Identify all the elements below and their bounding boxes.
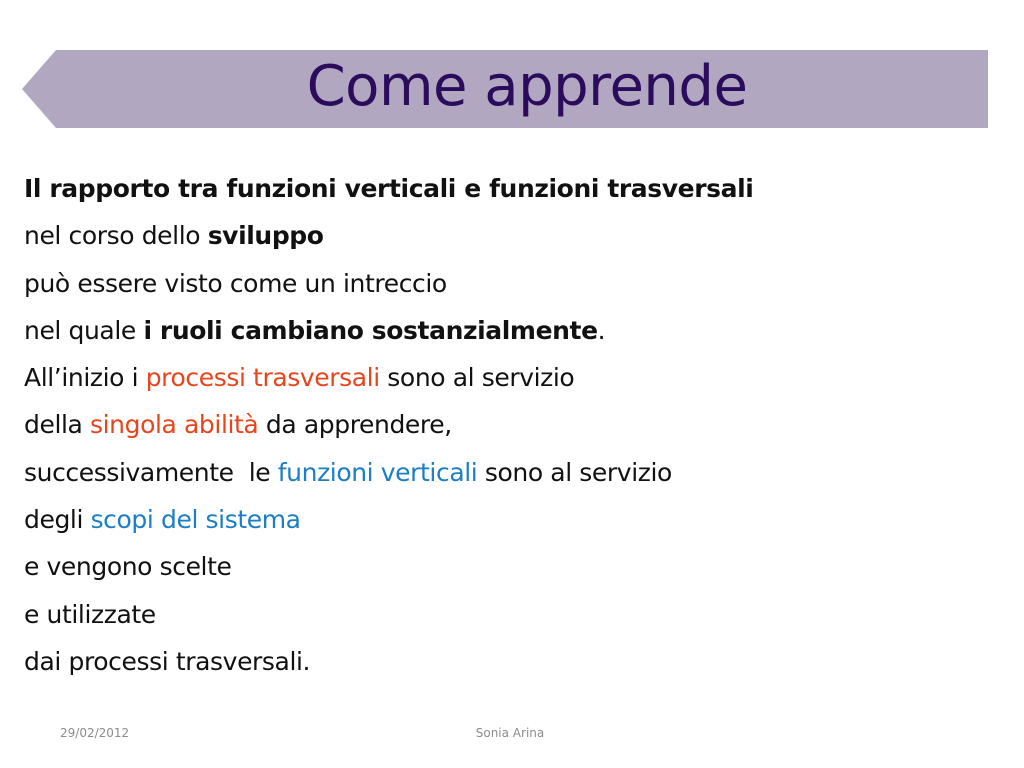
- body-line-9: [24, 543, 1004, 590]
- slide-title: Come apprende: [306, 54, 748, 119]
- body-line-3: [24, 260, 1004, 307]
- body-line-8-highlight: scopi del sistema: [90, 505, 301, 535]
- body-line-7: [24, 449, 1004, 496]
- footer-author: Sonia Arina: [475, 726, 545, 740]
- body-line-10-text: e utilizzate: [24, 599, 156, 629]
- body-line-8-text: degli: [24, 505, 91, 535]
- body-line-11-text: dai processi trasversali.: [24, 646, 311, 676]
- body-line-8: [24, 496, 1004, 543]
- body-line-7-highlight: funzioni verticali: [277, 457, 478, 487]
- body-line-1-bold: Il rapporto tra funzioni verticali e funzioni trasversali: [24, 174, 754, 203]
- body-line-5: [24, 354, 1004, 401]
- body-line-6-end: da apprendere,: [258, 410, 452, 440]
- body-line-5-highlight: processi trasversali: [145, 363, 380, 393]
- body-line-6-text: della: [24, 410, 91, 440]
- body-line-7-end: sono al servizio: [477, 457, 672, 487]
- body-line-1: [24, 165, 1004, 212]
- body-line-4: [24, 307, 1004, 354]
- body-line-5-text: All’inizio i: [24, 363, 146, 393]
- body-line-2-text: nel corso dello: [24, 221, 208, 251]
- body-line-2: [24, 212, 1004, 259]
- body-line-3-text: può essere visto come un intreccio: [24, 268, 447, 298]
- body-line-6: [24, 401, 1004, 448]
- body-line-4-bold: i ruoli cambiano sostanzialmente: [143, 315, 598, 345]
- body-line-4-end: .: [597, 315, 606, 345]
- body-line-4-text: nel quale: [24, 315, 144, 345]
- body-line-2-bold: sviluppo: [207, 221, 324, 251]
- slide-body: [24, 165, 1004, 685]
- body-line-11: [24, 638, 1004, 685]
- body-line-5-end: sono al servizio: [379, 363, 575, 393]
- body-line-7-text: successivamente le: [24, 457, 278, 487]
- footer-date: 29/02/2012: [60, 726, 130, 740]
- body-line-10: [24, 591, 1004, 638]
- body-line-6-highlight: singola abilità: [90, 410, 259, 440]
- body-line-9-text: e vengono scelte: [24, 552, 232, 582]
